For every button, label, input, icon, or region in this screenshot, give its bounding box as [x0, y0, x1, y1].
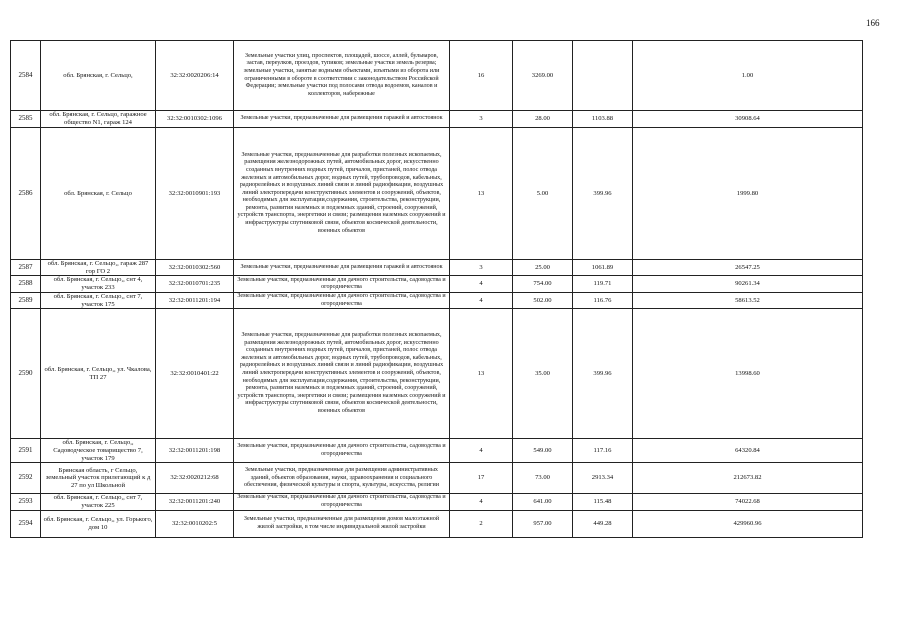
specific-value-cell: 2913.34 [573, 463, 633, 494]
specific-value-cell: 115.48 [573, 494, 633, 510]
cadastral-number-cell: 32:32:0010302:1096 [156, 111, 234, 128]
table-body [11, 41, 863, 538]
address-cell: обл. Брянская, г. Сельцо, гаражное общество N1, гараж 124 [41, 111, 156, 128]
specific-value-cell: 399.96 [573, 128, 633, 260]
land-use-description-cell: Земельные участки, предназначенные для разработки полезных ископаемых, размещения железнодорожных путей, автомобильных дорог, искусственно созданных внутренних водных путей, причалов, пристаней, полос отвода железных и автомобильных дорог, водных путей, трубопроводов, кабельных, радиорелейных и воздушных линий связи и линий радиофикации, воздушных линий электропередачи конструктивных элементов и сооружений, объектов, необходимых для эксплуатации,содержания, строительства, реконструкции, ремонта, развития наземных и подземных зданий, строений, сооружений, устройств транспорта, энергетики и связи; размещения наземных сооружений и инфраструктуры спутниковой связи, объектов космической деятельности, военных объектов [234, 128, 450, 260]
address-cell: Брянская область, г Сельцо, земельный участок прилегающий к д 27 по ул Школьной [41, 463, 156, 494]
group-number-cell: 17 [450, 463, 513, 494]
address-cell: обл. Брянская, г. Сельцо,, ул. Горького, дом 10 [41, 510, 156, 537]
land-use-description-cell: Земельные участки, предназначенные для дачного строительства, садоводства и огородничества [234, 276, 450, 292]
cadastral-value-cell: 30908.64 [633, 111, 863, 128]
row-number: 2584 [11, 41, 41, 111]
group-number-cell: 4 [450, 494, 513, 510]
group-number-cell: 4 [450, 292, 513, 308]
table-row [11, 128, 863, 260]
table-row [11, 276, 863, 292]
group-number-cell: 13 [450, 128, 513, 260]
land-use-description-cell: Земельные участки, предназначенные для дачного строительства, садоводства и огородничества [234, 439, 450, 463]
land-use-description-cell: Земельные участки, предназначенные для дачного строительства, садоводства и огородничества [234, 494, 450, 510]
table-row [11, 439, 863, 463]
area-cell: 73.00 [513, 463, 573, 494]
cadastral-value-cell: 74022.68 [633, 494, 863, 510]
specific-value-cell: 117.16 [573, 439, 633, 463]
area-cell: 641.00 [513, 494, 573, 510]
cadastral-value-cell: 26547.25 [633, 260, 863, 276]
row-number: 2589 [11, 292, 41, 308]
specific-value-cell: 119.71 [573, 276, 633, 292]
address-cell: обл. Брянская, г. Сельцо,, снт 4, участок 233 [41, 276, 156, 292]
table-row [11, 111, 863, 128]
cadastral-value-cell: 1999.80 [633, 128, 863, 260]
specific-value-cell: 1061.89 [573, 260, 633, 276]
row-number: 2593 [11, 494, 41, 510]
row-number: 2585 [11, 111, 41, 128]
cadastral-number-cell: 32:32:0011201:198 [156, 439, 234, 463]
specific-value-cell [573, 41, 633, 111]
row-number: 2591 [11, 439, 41, 463]
cadastral-number-cell: 32:32:0010302:560 [156, 260, 234, 276]
group-number-cell: 16 [450, 41, 513, 111]
land-use-description-cell: Земельные участки, предназначенные для разработки полезных ископаемых, размещения железнодорожных путей, автомобильных дорог, искусственно созданных внутренних водных путей, причалов, пристаней, полос отвода железных и автомобильных дорог, водных путей, трубопроводов, кабельных, радиорелейных и воздушных линий связи и линий радиофикации, воздушных линий электропередачи конструктивных элементов и сооружений, объектов, необходимых для эксплуатации,содержания, строительства, реконструкции, ремонта, развития наземных и подземных зданий, строений, сооружений, устройств транспорта, энергетики и связи; размещения наземных сооружений и инфраструктуры спутниковой связи, объектов космической деятельности, военных объектов [234, 309, 450, 439]
area-cell: 3269.00 [513, 41, 573, 111]
address-cell: обл. Брянская, г. Сельцо,, ул. Чкалова, ТП 27 [41, 309, 156, 439]
cadastral-number-cell: 32:32:0010401:22 [156, 309, 234, 439]
area-cell: 754.00 [513, 276, 573, 292]
land-use-description-cell: Земельные участки, предназначенные для размещения гаражей и автостоянок [234, 260, 450, 276]
row-number: 2590 [11, 309, 41, 439]
page-number: 166 [866, 18, 880, 28]
cadastral-number-cell: 32:32:0011201:194 [156, 292, 234, 308]
area-cell: 25.00 [513, 260, 573, 276]
table-row [11, 463, 863, 494]
table-row [11, 309, 863, 439]
address-cell: обл. Брянская, г. Сельцо, [41, 41, 156, 111]
row-number: 2588 [11, 276, 41, 292]
address-cell: обл. Брянская, г. Сельцо,, снт 7, участок 225 [41, 494, 156, 510]
table-row [11, 510, 863, 537]
specific-value-cell: 116.76 [573, 292, 633, 308]
address-cell: обл. Брянская, г. Сельцо,, Садоводческое товарищество 7, участок 179 [41, 439, 156, 463]
area-cell: 549.00 [513, 439, 573, 463]
group-number-cell: 3 [450, 111, 513, 128]
land-use-description-cell: Земельные участки улиц, проспектов, площадей, шоссе, аллей, бульваров, застав, переулков, проездов, тупиков; земельные участки земель резерва; земельные участки, занятые водными объектами, изъятыми из оборота или ограниченными в обороте в соответствии с законодательством Российской Федерации; земельные участки под полосами отвода водоемов, каналов и коллекторов, набережные [234, 41, 450, 111]
address-cell: обл. Брянская, г. Сельцо,, гараж 287 гор ГО 2 [41, 260, 156, 276]
row-number: 2594 [11, 510, 41, 537]
cadastral-value-cell: 13998.60 [633, 309, 863, 439]
area-cell: 35.00 [513, 309, 573, 439]
cadastral-value-cell: 1.00 [633, 41, 863, 111]
cadastral-number-cell: 32:32:0010901:193 [156, 128, 234, 260]
land-use-description-cell: Земельные участки, предназначенные для размещения домов малоэтажной жилой застройки, в том числе индивидуальной жилой застройки [234, 510, 450, 537]
table-row [11, 41, 863, 111]
group-number-cell: 3 [450, 260, 513, 276]
area-cell: 5.00 [513, 128, 573, 260]
specific-value-cell: 399.96 [573, 309, 633, 439]
cadastral-number-cell: 32:32:0010701:235 [156, 276, 234, 292]
row-number: 2587 [11, 260, 41, 276]
cadastral-value-table [10, 40, 863, 538]
cadastral-value-cell: 58613.52 [633, 292, 863, 308]
specific-value-cell: 449.28 [573, 510, 633, 537]
area-cell: 957.00 [513, 510, 573, 537]
land-use-description-cell: Земельные участки, предназначенные для размещения административных зданий, объектов образования, науки, здравоохранения и социального обеспечения, физической культуры и спорта, культуры, искусства, религии [234, 463, 450, 494]
cadastral-number-cell: 32:32:0020212:68 [156, 463, 234, 494]
area-cell: 502.00 [513, 292, 573, 308]
cadastral-value-cell: 429960.96 [633, 510, 863, 537]
land-use-description-cell: Земельные участки, предназначенные для дачного строительства, садоводства и огородничества [234, 292, 450, 308]
address-cell: обл. Брянская, г. Сельцо [41, 128, 156, 260]
address-cell: обл. Брянская, г. Сельцо,, снт 7, участок 175 [41, 292, 156, 308]
row-number: 2586 [11, 128, 41, 260]
area-cell: 28.00 [513, 111, 573, 128]
specific-value-cell: 1103.88 [573, 111, 633, 128]
group-number-cell: 4 [450, 439, 513, 463]
cadastral-number-cell: 32:32:0010202:5 [156, 510, 234, 537]
cadastral-number-cell: 32:32:0020206:14 [156, 41, 234, 111]
row-number: 2592 [11, 463, 41, 494]
group-number-cell: 4 [450, 276, 513, 292]
group-number-cell: 2 [450, 510, 513, 537]
table-row [11, 494, 863, 510]
cadastral-value-cell: 212673.82 [633, 463, 863, 494]
table-row [11, 260, 863, 276]
cadastral-value-cell: 90261.34 [633, 276, 863, 292]
table-row [11, 292, 863, 308]
cadastral-number-cell: 32:32:0011201:240 [156, 494, 234, 510]
group-number-cell: 13 [450, 309, 513, 439]
cadastral-value-cell: 64320.84 [633, 439, 863, 463]
land-use-description-cell: Земельные участки, предназначенные для размещения гаражей и автостоянок [234, 111, 450, 128]
